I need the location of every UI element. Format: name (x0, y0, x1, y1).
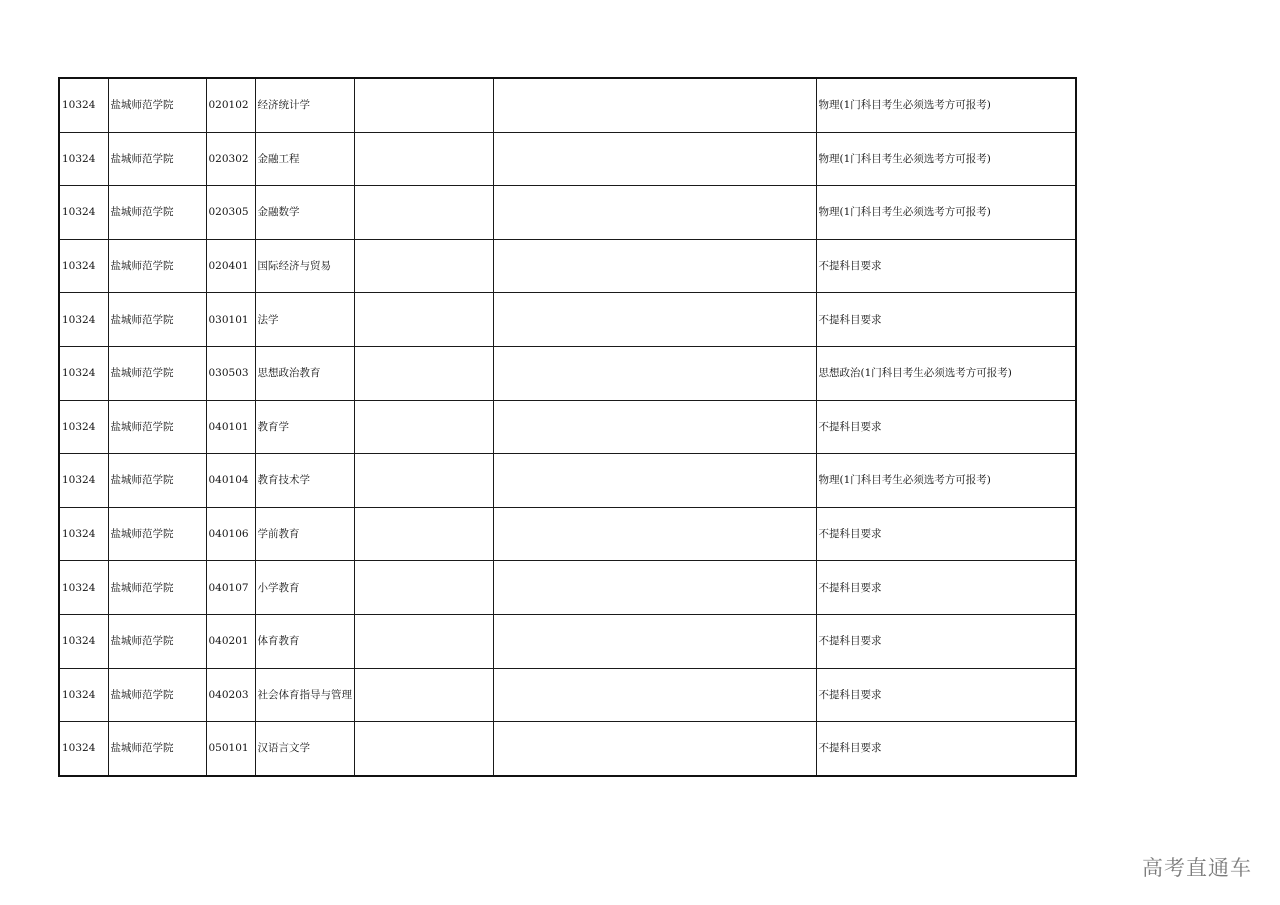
subject-requirement-cell: 不提科目要求 (816, 561, 1076, 615)
blank-cell (354, 239, 493, 293)
school-name-cell: 盐城师范学院 (108, 293, 206, 347)
major-name-cell: 思想政治教育 (255, 346, 354, 400)
school-code-cell: 10324 (59, 239, 108, 293)
school-code-cell: 10324 (59, 78, 108, 132)
blank-cell (493, 668, 816, 722)
blank-cell (354, 293, 493, 347)
subject-requirement-cell: 思想政治(1门科目考生必须选考方可报考) (816, 346, 1076, 400)
school-name-cell: 盐城师范学院 (108, 239, 206, 293)
blank-cell (354, 722, 493, 776)
blank-cell (354, 561, 493, 615)
table-row (59, 400, 1076, 454)
blank-cell (354, 186, 493, 240)
school-code-cell: 10324 (59, 400, 108, 454)
school-code-cell: 10324 (59, 722, 108, 776)
table-row (59, 186, 1076, 240)
blank-cell (493, 186, 816, 240)
major-code-cell: 040203 (206, 668, 255, 722)
major-name-cell: 社会体育指导与管理 (255, 668, 354, 722)
school-name-cell: 盐城师范学院 (108, 346, 206, 400)
subject-requirement-cell: 不提科目要求 (816, 400, 1076, 454)
blank-cell (493, 78, 816, 132)
major-name-cell: 经济统计学 (255, 78, 354, 132)
major-code-cell: 020302 (206, 132, 255, 186)
school-name-cell: 盐城师范学院 (108, 132, 206, 186)
subject-requirement-cell: 不提科目要求 (816, 614, 1076, 668)
school-code-cell: 10324 (59, 346, 108, 400)
subject-requirement-cell: 不提科目要求 (816, 668, 1076, 722)
school-code-cell: 10324 (59, 186, 108, 240)
table-row (59, 561, 1076, 615)
table-row (59, 132, 1076, 186)
subject-requirement-cell: 物理(1门科目考生必须选考方可报考) (816, 186, 1076, 240)
school-code-cell: 10324 (59, 507, 108, 561)
admission-requirements-table (58, 77, 1077, 777)
school-name-cell: 盐城师范学院 (108, 454, 206, 508)
major-name-cell: 教育技术学 (255, 454, 354, 508)
blank-cell (354, 400, 493, 454)
blank-cell (493, 507, 816, 561)
major-code-cell: 040104 (206, 454, 255, 508)
table-row (59, 293, 1076, 347)
major-name-cell: 金融数学 (255, 186, 354, 240)
blank-cell (493, 614, 816, 668)
blank-cell (493, 239, 816, 293)
school-name-cell: 盐城师范学院 (108, 722, 206, 776)
major-code-cell: 040107 (206, 561, 255, 615)
school-code-cell: 10324 (59, 132, 108, 186)
major-name-cell: 学前教育 (255, 507, 354, 561)
blank-cell (354, 132, 493, 186)
major-code-cell: 020401 (206, 239, 255, 293)
blank-cell (354, 454, 493, 508)
school-code-cell: 10324 (59, 454, 108, 508)
blank-cell (493, 454, 816, 508)
major-code-cell: 040106 (206, 507, 255, 561)
blank-cell (493, 293, 816, 347)
blank-cell (493, 132, 816, 186)
table-row (59, 668, 1076, 722)
blank-cell (354, 614, 493, 668)
school-name-cell: 盐城师范学院 (108, 400, 206, 454)
major-name-cell: 汉语言文学 (255, 722, 354, 776)
watermark-text: 高考直通车 (1142, 856, 1252, 880)
major-code-cell: 030101 (206, 293, 255, 347)
table-row (59, 507, 1076, 561)
major-name-cell: 国际经济与贸易 (255, 239, 354, 293)
school-name-cell: 盐城师范学院 (108, 614, 206, 668)
school-code-cell: 10324 (59, 668, 108, 722)
subject-requirement-cell: 不提科目要求 (816, 293, 1076, 347)
school-name-cell: 盐城师范学院 (108, 668, 206, 722)
table-body (59, 78, 1076, 776)
blank-cell (493, 346, 816, 400)
table-row (59, 239, 1076, 293)
blank-cell (354, 78, 493, 132)
school-code-cell: 10324 (59, 293, 108, 347)
major-code-cell: 030503 (206, 346, 255, 400)
table-row (59, 722, 1076, 776)
subject-requirement-cell: 物理(1门科目考生必须选考方可报考) (816, 454, 1076, 508)
subject-requirement-cell: 物理(1门科目考生必须选考方可报考) (816, 78, 1076, 132)
table-row (59, 454, 1076, 508)
major-code-cell: 020305 (206, 186, 255, 240)
blank-cell (354, 507, 493, 561)
school-name-cell: 盐城师范学院 (108, 507, 206, 561)
subject-requirement-cell: 物理(1门科目考生必须选考方可报考) (816, 132, 1076, 186)
subject-requirement-cell: 不提科目要求 (816, 722, 1076, 776)
major-name-cell: 法学 (255, 293, 354, 347)
table-row (59, 78, 1076, 132)
major-name-cell: 教育学 (255, 400, 354, 454)
blank-cell (493, 400, 816, 454)
major-code-cell: 020102 (206, 78, 255, 132)
school-code-cell: 10324 (59, 614, 108, 668)
blank-cell (493, 561, 816, 615)
table-row (59, 346, 1076, 400)
major-code-cell: 040201 (206, 614, 255, 668)
major-code-cell: 050101 (206, 722, 255, 776)
major-name-cell: 金融工程 (255, 132, 354, 186)
subject-requirement-cell: 不提科目要求 (816, 239, 1076, 293)
major-name-cell: 小学教育 (255, 561, 354, 615)
blank-cell (354, 346, 493, 400)
blank-cell (493, 722, 816, 776)
school-name-cell: 盐城师范学院 (108, 78, 206, 132)
subject-requirement-cell: 不提科目要求 (816, 507, 1076, 561)
school-name-cell: 盐城师范学院 (108, 561, 206, 615)
major-name-cell: 体育教育 (255, 614, 354, 668)
school-code-cell: 10324 (59, 561, 108, 615)
school-name-cell: 盐城师范学院 (108, 186, 206, 240)
major-code-cell: 040101 (206, 400, 255, 454)
blank-cell (354, 668, 493, 722)
table-row (59, 614, 1076, 668)
